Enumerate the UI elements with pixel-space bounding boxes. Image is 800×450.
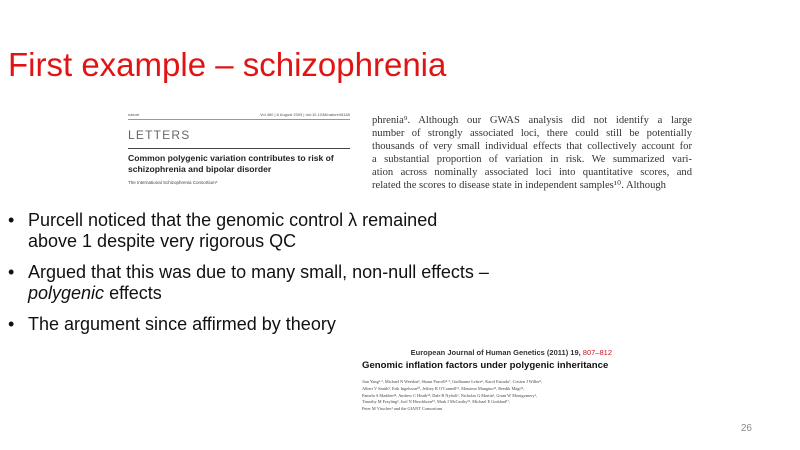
bullet-text-rest: effects [104, 283, 162, 303]
bullet-item [0, 210, 560, 252]
paper-title: Genomic inflation factors under polygenic inheritance [362, 360, 609, 371]
excerpt-line: related the scores to disease state in independent samples¹⁰. Although [372, 180, 666, 191]
paper-authors [362, 379, 612, 413]
journal-pages: 807–812 [582, 348, 612, 357]
excerpt-line: phrenia⁹. Although our GWAS analysis did not identify a large [372, 115, 692, 126]
bullet-list [0, 210, 560, 345]
bullet-text [28, 283, 560, 304]
excerpt-line: number of strongly associated loci, there could still be potentially [372, 128, 692, 139]
paper-body-excerpt [372, 114, 692, 192]
bullet-item [0, 262, 560, 304]
journal-citation [411, 348, 612, 357]
author-line: Pamela A Madden¹⁴, Andrew C Heath¹⁴, Dale R Nyholt¹, Nicholas G Martin¹, Grant W Montgomery¹, [362, 392, 538, 398]
paper-title-line: Common polygenic variation contributes to risk of [128, 153, 334, 163]
paper-header-bar [128, 112, 350, 120]
journal-name: nature [128, 112, 140, 117]
author-line: Peter M Visscher¹ and the GIANT Consortium [362, 406, 443, 412]
bullet-item [0, 314, 560, 335]
author-line: Timothy M Frayling³, Joel N Hirschhorn¹⁵, Mark I McCarthy¹⁶, Michael E Goddard¹⁷, [362, 399, 511, 405]
bullet-text: above 1 despite very rigorous QC [28, 231, 297, 251]
italic-term: polygenic [28, 283, 105, 303]
author-line: Jian Yang¹·², Michael N Weedon³, Shaun Purcell⁴·⁵, Guillaume Lettre⁶, Karol Estrada⁷, Cristen J Willer⁸, [362, 379, 543, 384]
author-line: Albert V Smith⁹, Erik Ingelsson¹⁰, Jeffrey R O'Connell¹¹, Massimo Mangino¹², Reedik Mägi¹³, [362, 385, 525, 391]
bullet-dot: • [8, 314, 15, 334]
bullet-text: Purcell noticed that the genomic control λ remained [28, 210, 438, 230]
paper-authors: The International Schizophrenia Consortium* [128, 180, 218, 185]
paper-title [128, 153, 350, 175]
excerpt-line: ation across nominally associated loci into quantitative scores, and [372, 167, 692, 178]
journal-name: European Journal of Human Genetics [410, 348, 545, 357]
paper-title-line: schizophrenia and bipolar disorder [128, 164, 272, 174]
bullet-text: The argument since affirmed by theory [28, 314, 336, 334]
excerpt-line: thousands of very small individual effects that collectively account for [372, 141, 692, 152]
bullet-text: Argued that this was due to many small, non-null effects – [28, 262, 489, 282]
ejhg-paper-excerpt [362, 348, 612, 418]
slide-title: First example – schizophrenia [8, 46, 447, 83]
paper-doi: Vol 460 | 6 August 2009 | doi:10.1038/nature08185 [260, 112, 350, 117]
paper-section-label: LETTERS [128, 128, 191, 142]
bullet-dot: • [8, 210, 15, 230]
page-number: 26 [740, 423, 752, 434]
paper-divider [128, 148, 350, 149]
nature-paper-excerpt [128, 112, 350, 190]
journal-year: (2011) 19, [544, 348, 583, 357]
excerpt-line: a substantial proportion of variation in risk. We summarized vari- [372, 154, 692, 165]
bullet-dot: • [8, 262, 15, 282]
